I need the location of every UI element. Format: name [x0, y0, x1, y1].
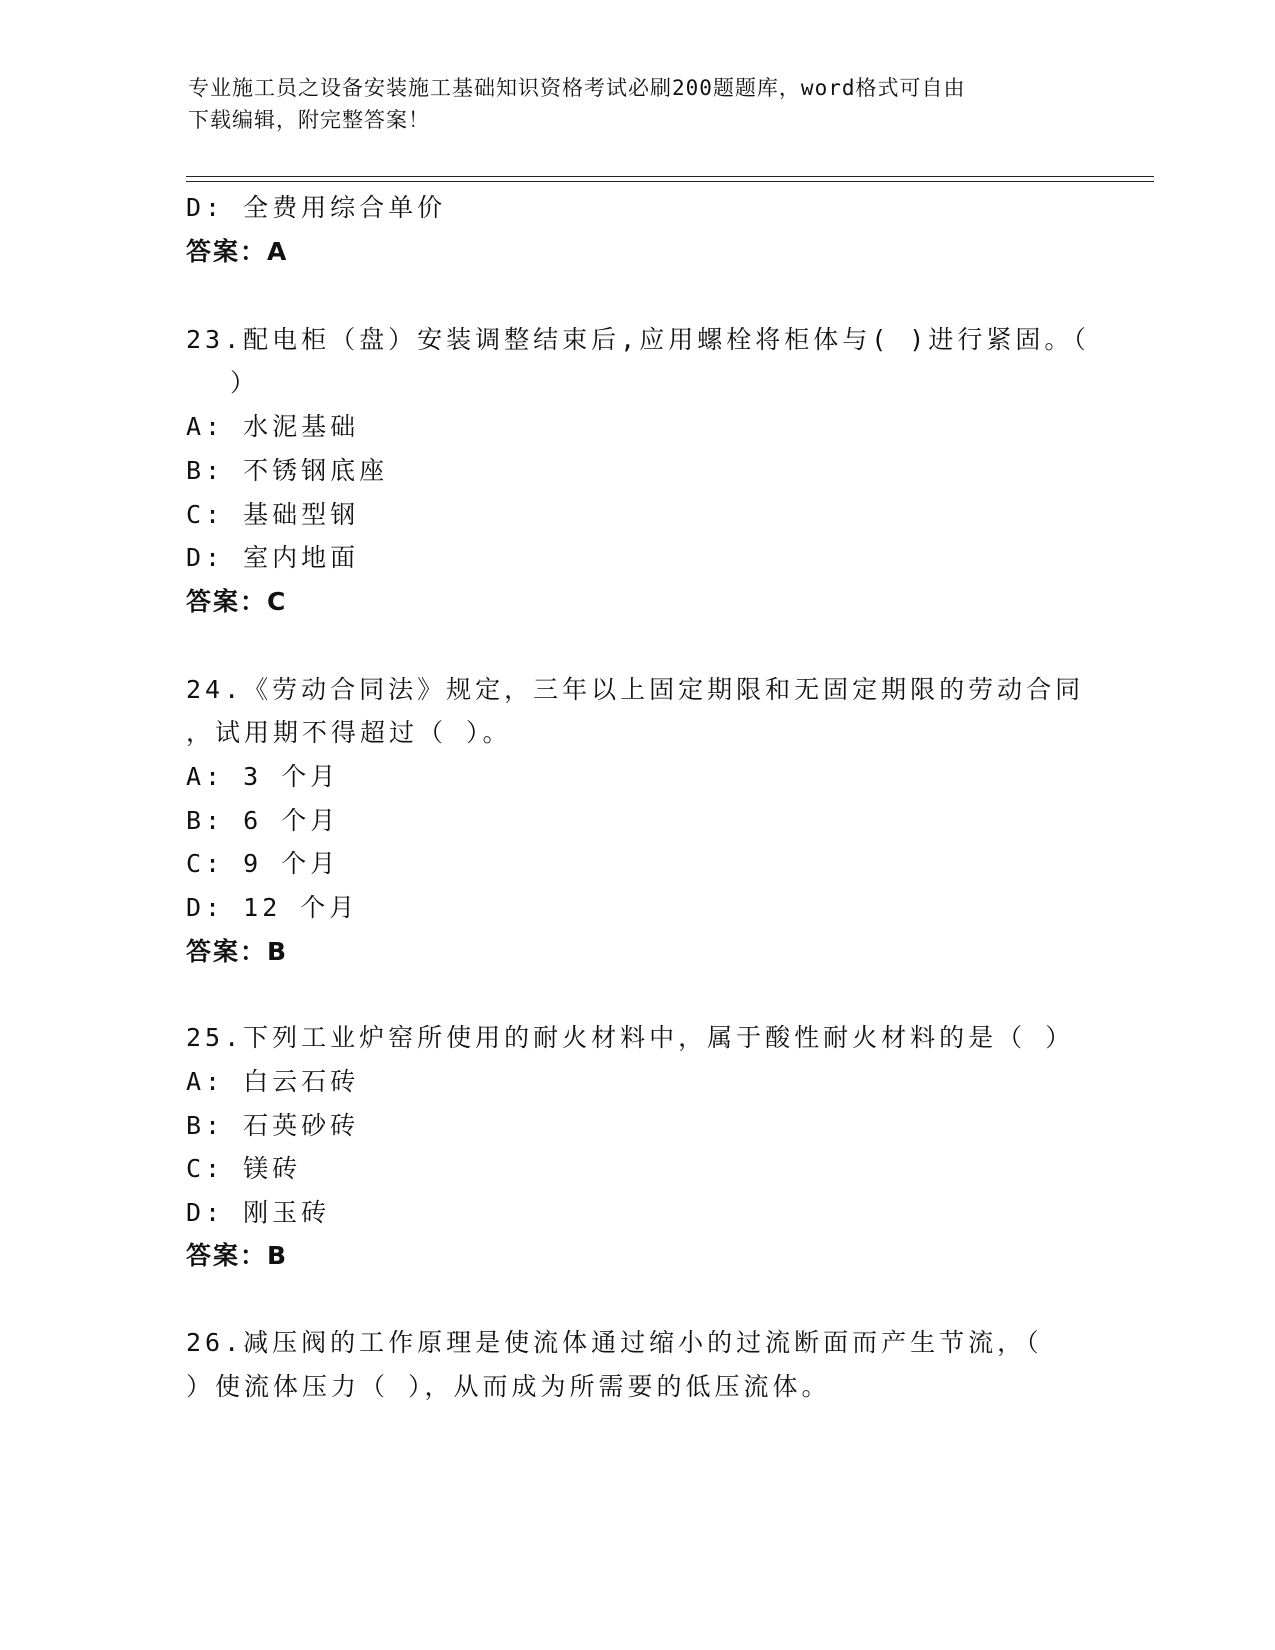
- prev-option-d: D: 全费用综合单价: [186, 193, 447, 222]
- q25-answer: 答案：B: [186, 1241, 289, 1270]
- q24-option-c: C: 9 个月: [186, 849, 340, 878]
- q23-option-c: C: 基础型钢: [186, 500, 360, 529]
- q24-option-a: A: 3 个月: [186, 762, 340, 791]
- q25-stem-line-1: 25.下列工业炉窑所使用的耐火材料中，属于酸性耐火材料的是（ ）: [186, 1023, 1075, 1052]
- q25-option-a: A: 白云石砖: [186, 1067, 360, 1096]
- q23-answer: 答案：C: [186, 587, 288, 616]
- header-line-1: 专业施工员之设备安装施工基础知识资格考试必刷200题题库，word格式可自由: [188, 76, 966, 100]
- q23-option-b: B: 不锈钢底座: [186, 456, 389, 485]
- header-line-2: 下载编辑，附完整答案！: [188, 108, 430, 132]
- q26-stem-line-1: 26.减压阀的工作原理是使流体通过缩小的过流断面而产生节流，（: [186, 1328, 1043, 1357]
- prev-answer: 答案：A: [186, 237, 289, 266]
- q24-stem-line-1: 24.《劳动合同法》规定，三年以上固定期限和无固定期限的劳动合同: [186, 675, 1085, 704]
- q25-option-d: D: 刚玉砖: [186, 1198, 331, 1227]
- q26-stem-line-2: ）使流体压力（ ），从而成为所需要的低压流体。: [186, 1372, 831, 1401]
- q23-option-a: A: 水泥基础: [186, 412, 360, 441]
- q23-option-d: D: 室内地面: [186, 543, 360, 572]
- q23-stem-line-1: 23.配电柜（盘）安装调整结束后,应用螺栓将柜体与( )进行紧固。（: [186, 325, 1090, 354]
- q24-option-d: D: 12 个月: [186, 893, 359, 922]
- q25-option-c: C: 镁砖: [186, 1154, 302, 1183]
- q24-option-b: B: 6 个月: [186, 806, 340, 835]
- header-divider-bottom: [186, 181, 1154, 182]
- q25-option-b: B: 石英砂砖: [186, 1111, 360, 1140]
- header-divider-top: [186, 176, 1154, 177]
- q24-answer: 答案：B: [186, 937, 289, 966]
- q24-stem-line-2: ，试用期不得超过（ ）。: [186, 718, 512, 747]
- q23-stem-line-2: ）: [230, 368, 260, 397]
- document-header: [188, 72, 1088, 136]
